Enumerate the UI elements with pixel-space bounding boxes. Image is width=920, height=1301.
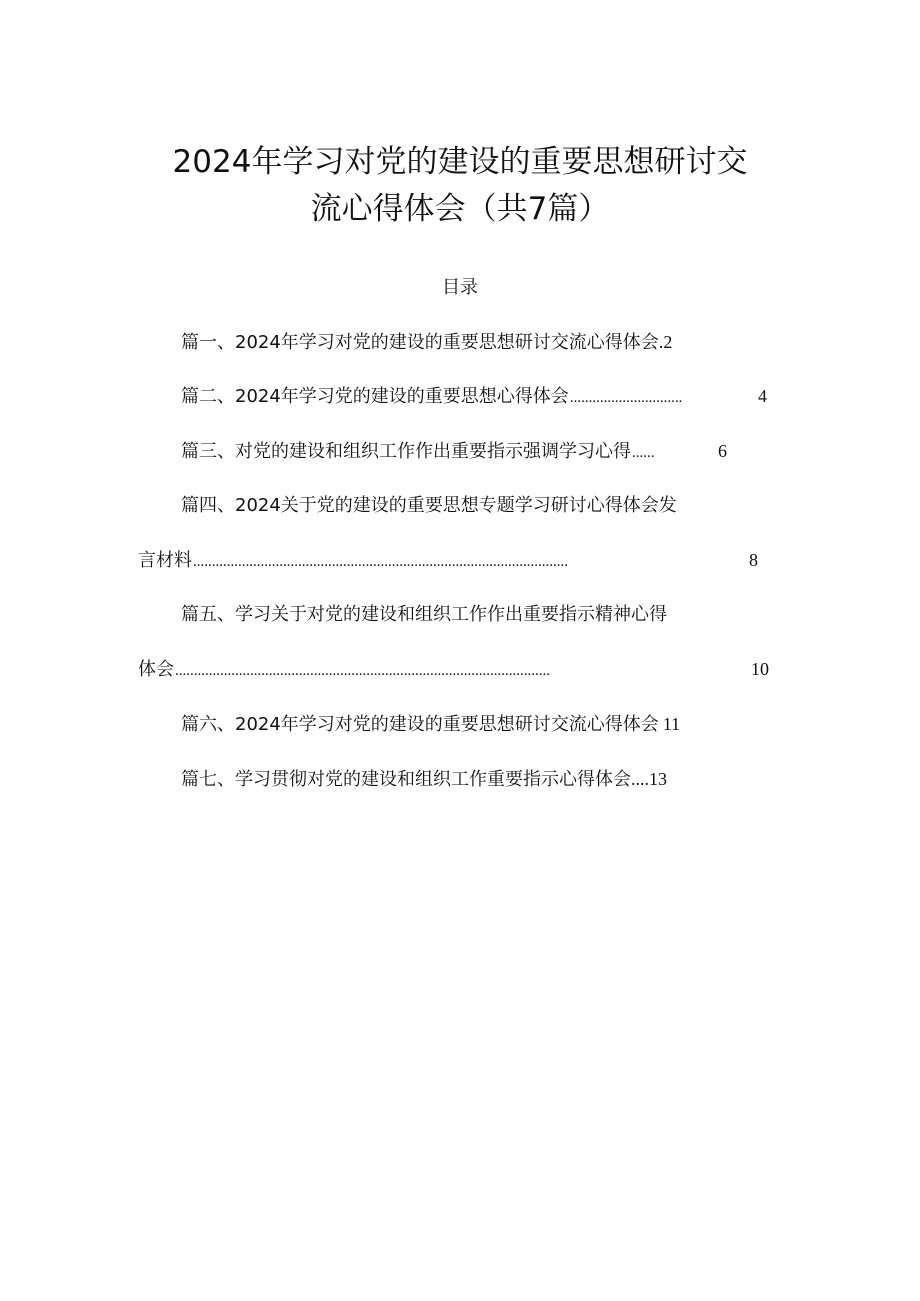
toc-leader: .................................................................................................... [175, 663, 550, 679]
document-title-line-1: 2024年学习对党的建设的重要思想研讨交 [172, 144, 748, 180]
toc-entry-text: 篇二、2024年学习党的建设的重要思想心得体会 [181, 386, 569, 407]
toc-leader: ...... [632, 445, 655, 461]
toc-entry-4-line-1[interactable] [181, 491, 781, 521]
toc-page-number: 8 [749, 550, 758, 570]
toc-page-number: 6 [718, 441, 727, 461]
toc-entry-text: 篇一、2024年学习对党的建设的重要思想研讨交流心得体会 [181, 332, 659, 353]
toc-entry-text: 篇三、对党的建设和组织工作作出重要指示强调学习心得 [181, 441, 631, 462]
toc-leader: .............................. [569, 390, 683, 406]
toc-entry-text: 篇五、学习关于对党的建设和组织工作作出重要指示精神心得 [181, 604, 667, 625]
toc-entry-1[interactable] [181, 327, 741, 357]
toc-entry-text: 篇七、学习贯彻对党的建设和组织工作重要指示心得体会 [181, 769, 631, 790]
toc-leader: . [658, 332, 664, 352]
toc-entry-3[interactable] [181, 436, 727, 466]
toc-page-number: 2 [663, 332, 673, 352]
toc-leader: .................................................................................................... [193, 554, 568, 570]
toc-heading: 目录 [442, 277, 478, 298]
toc-page-number: 10 [751, 659, 769, 679]
toc-leader: .... [631, 769, 649, 789]
toc-entry-7[interactable] [181, 764, 731, 794]
toc-page-number: 13 [649, 769, 667, 789]
toc-entry-5-line-2[interactable] [138, 654, 769, 684]
toc-entry-continuation: 言材料 [138, 550, 192, 571]
toc-entry-continuation: 体会 [138, 659, 174, 680]
toc-entry-6[interactable] [181, 709, 741, 739]
toc-entry-2[interactable] [181, 381, 767, 411]
toc-entry-4-line-2[interactable] [138, 545, 758, 575]
toc-page-number: 11 [662, 714, 681, 734]
toc-entry-text: 篇六、2024年学习对党的建设的重要思想研讨交流心得体会 [181, 714, 659, 735]
toc-entry-5-line-1[interactable] [181, 600, 781, 630]
document-title-line-2: 流心得体会（共7篇） [310, 191, 610, 227]
toc-entry-text: 篇四、2024关于党的建设的重要思想专题学习研讨心得体会发 [181, 495, 677, 516]
toc-page-number: 4 [758, 386, 767, 406]
